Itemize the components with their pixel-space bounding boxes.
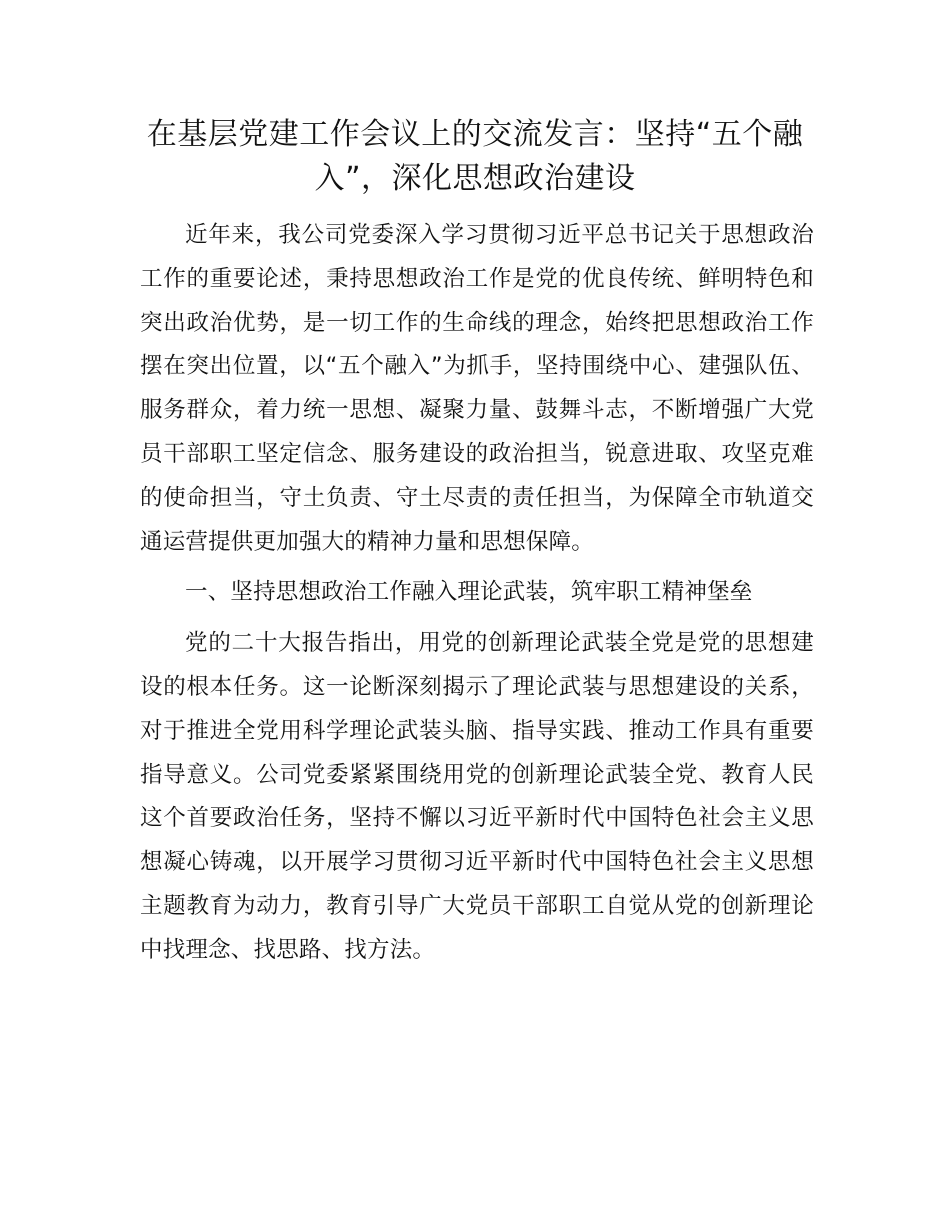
document-body bbox=[140, 214, 814, 980]
document-title: 在基层党建工作会议上的交流发言：坚持“五个融入”，深化思想政治建设 bbox=[146, 117, 804, 196]
intro-paragraph: 近年来，我公司党委深入学习贯彻习近平总书记关于思想政治工作的重要论述，秉持思想政治工作是党的优良传统、鲜明特色和突出政治优势，是一切工作的生命线的理念，始终把思想政治工作摆在突出位置，以“五个融入”为抓手，坚持围绕中心、建强队伍、服务群众，着力统一思想、凝聚力量、鼓舞斗志，不断增强广大党员干部职工坚定信念、服务建设的政治担当，锐意进取、攻坚克难的使命担当，守土负责、守土尽责的责任担当，为保障全市轨道交通运营提供更加强大的精神力量和思想保障。 bbox=[140, 222, 814, 555]
section-paragraph: 党的二十大报告指出，用党的创新理论武装全党是党的思想建设的根本任务。这一论断深刻揭示了理论武装与思想建设的关系，对于推进全党用科学理论武装头脑、指导实践、推动工作具有重要指导意义。公司党委紧紧围绕用党的创新理论武装全党、教育人民这个首要政治任务，坚持不懈以习近平新时代中国特色社会主义思想凝心铸魂，以开展学习贯彻习近平新时代中国特色社会主义思想主题教育为动力，教育引导广大党员干部职工自觉从党的创新理论中找理念、找思路、找方法。 bbox=[140, 630, 814, 963]
section-heading: 一、坚持思想政治工作融入理论武装，筑牢职工精神堡垒 bbox=[185, 579, 753, 606]
